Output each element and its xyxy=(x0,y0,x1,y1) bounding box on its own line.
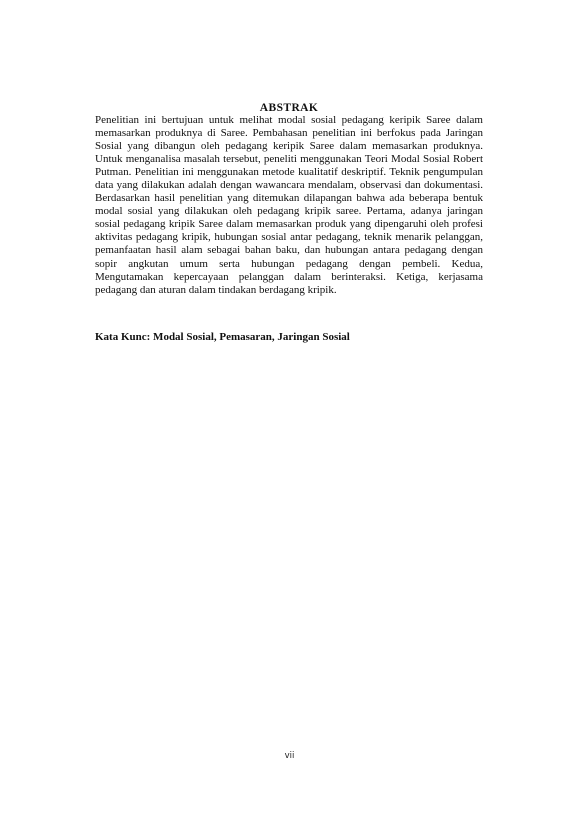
page-number: vii xyxy=(284,751,295,761)
abstract-paragraph: Penelitian ini bertujuan untuk melihat modal sosial pedagang keripik Saree dalam memasarkan produknya di Saree. Pembahasan penelitian ini berfokus pada Jaringan Sosial yang dibangun oleh pedagang keripik Saree dalam memasarkan produknya. Untuk menganalisa masalah tersebut, peneliti menggunakan Teori Modal Sosial Robert Putman. Penelitian ini menggunakan metode kualitatif deskriptif. Teknik pengumpulan data yang dilakukan adalah dengan wawancara mendalam, observasi dan dokumentasi. Berdasarkan hasil penelitian yang ditemukan dilapangan bahwa ada beberapa bentuk modal sosial yang dilakukan oleh pedagang kripik saree. Pertama, adanya jaringan sosial pedagang kripik Saree dalam memasarkan produk yang dipengaruhi oleh profesi aktivitas pedagang kripik, hubungan sosial antar pedagang, teknik menarik pelanggan, pemanfaatan hasil alam sebagai bahan baku, dan hubungan antara pedagang dengan sopir angkutan umum serta hubungan pedagang dengan pembeli. Kedua, Mengutamakan kepercayaan pelanggan dalam berinteraksi. Ketiga, kerjasama pedagang dan aturan dalam tindakan berdagang kripik. xyxy=(95,114,483,296)
keywords-line: Kata Kunc: Modal Sosial, Pemasaran, Jaringan Sosial xyxy=(95,331,350,343)
abstract-heading: ABSTRAK xyxy=(259,102,319,114)
